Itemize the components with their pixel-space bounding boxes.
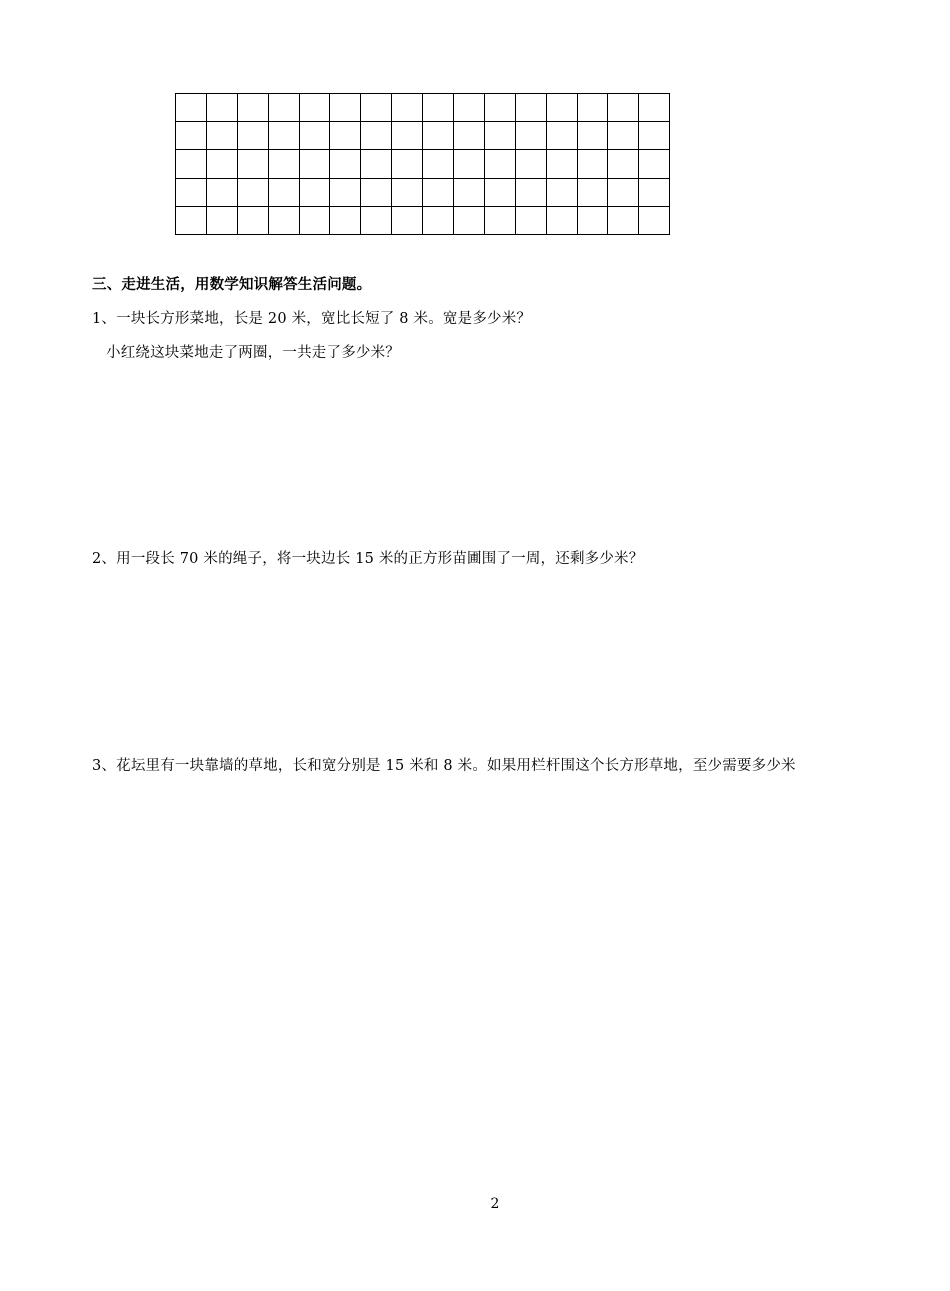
grid-cell [299, 178, 330, 206]
grid-cell [577, 150, 608, 178]
grid-cell [206, 178, 237, 206]
grid-cell [361, 150, 392, 178]
grid-cell [639, 150, 670, 178]
grid-cell [515, 122, 546, 150]
grid-cell [546, 94, 577, 122]
grid-cell [176, 150, 207, 178]
grid-cell [423, 178, 454, 206]
grid-row [176, 178, 670, 206]
grid-cell [392, 122, 423, 150]
grid-cell [361, 94, 392, 122]
grid-cell [237, 150, 268, 178]
grid-cell [484, 122, 515, 150]
grid-cell [299, 150, 330, 178]
grid-cell [299, 94, 330, 122]
question-1-followup: 小红绕这块菜地走了两圈，一共走了多少米？ [106, 345, 400, 361]
grid-cell [484, 150, 515, 178]
grid-cell [330, 206, 361, 234]
grid-cell [608, 206, 639, 234]
grid-cell [608, 122, 639, 150]
grid-cell [176, 178, 207, 206]
grid-cell [206, 206, 237, 234]
grid-cell [546, 178, 577, 206]
grid-cell [546, 206, 577, 234]
question-3: 3、花坛里有一块靠墙的草地，长和宽分别是 15 米和 8 米。如果用栏杆围这个长方形草地，至少需要多少米 [92, 758, 796, 774]
grid-row [176, 122, 670, 150]
grid-cell [454, 150, 485, 178]
grid-cell [237, 94, 268, 122]
grid-row [176, 150, 670, 178]
grid-cell [639, 178, 670, 206]
grid-cell [206, 122, 237, 150]
grid-cell [577, 122, 608, 150]
grid-cell [268, 94, 299, 122]
grid-cell [639, 94, 670, 122]
grid-cell [361, 206, 392, 234]
grid-row [176, 206, 670, 234]
grid-cell [237, 122, 268, 150]
grid-cell [361, 122, 392, 150]
grid-cell [299, 206, 330, 234]
grid-cell [515, 206, 546, 234]
grid-cell [608, 94, 639, 122]
grid-cell [268, 122, 299, 150]
grid-cell [515, 178, 546, 206]
grid-cell [423, 122, 454, 150]
grid-cell [577, 206, 608, 234]
grid-cell [268, 150, 299, 178]
grid-cell [299, 122, 330, 150]
grid-cell [577, 178, 608, 206]
grid-cell [577, 94, 608, 122]
grid-cell [392, 206, 423, 234]
grid-cell [423, 206, 454, 234]
grid-cell [361, 178, 392, 206]
grid-cell [454, 94, 485, 122]
writing-grid [175, 93, 670, 235]
grid-cell [546, 122, 577, 150]
grid-cell [392, 178, 423, 206]
grid-cell [608, 150, 639, 178]
grid-cell [268, 178, 299, 206]
grid-cell [206, 150, 237, 178]
grid-cell [454, 206, 485, 234]
grid-cell [206, 94, 237, 122]
grid-cell [176, 94, 207, 122]
grid-cell [546, 150, 577, 178]
question-2: 2、用一段长 70 米的绳子，将一块边长 15 米的正方形苗圃围了一周，还剩多少米？ [92, 551, 644, 567]
grid-cell [484, 94, 515, 122]
grid-cell [268, 206, 299, 234]
section-heading: 三、走进生活，用数学知识解答生活问题。 [92, 276, 372, 293]
grid-cell [515, 94, 546, 122]
question-1: 1、一块长方形菜地，长是 20 米，宽比长短了 8 米。宽是多少米？ [92, 311, 532, 327]
page-number: 2 [490, 1196, 500, 1212]
grid-cell [330, 94, 361, 122]
grid-cell [237, 206, 268, 234]
grid-cell [423, 94, 454, 122]
grid-cell [454, 178, 485, 206]
grid-row [176, 94, 670, 122]
grid-cell [237, 178, 268, 206]
grid-cell [454, 122, 485, 150]
grid-cell [608, 178, 639, 206]
grid-cell [330, 122, 361, 150]
grid-cell [484, 206, 515, 234]
grid-cell [639, 122, 670, 150]
grid-cell [330, 178, 361, 206]
grid-cell [515, 150, 546, 178]
grid-cell [392, 150, 423, 178]
grid-cell [639, 206, 670, 234]
grid-cell [392, 94, 423, 122]
grid-cell [176, 122, 207, 150]
grid-cell [176, 206, 207, 234]
grid-cell [484, 178, 515, 206]
grid-cell [423, 150, 454, 178]
grid-cell [330, 150, 361, 178]
